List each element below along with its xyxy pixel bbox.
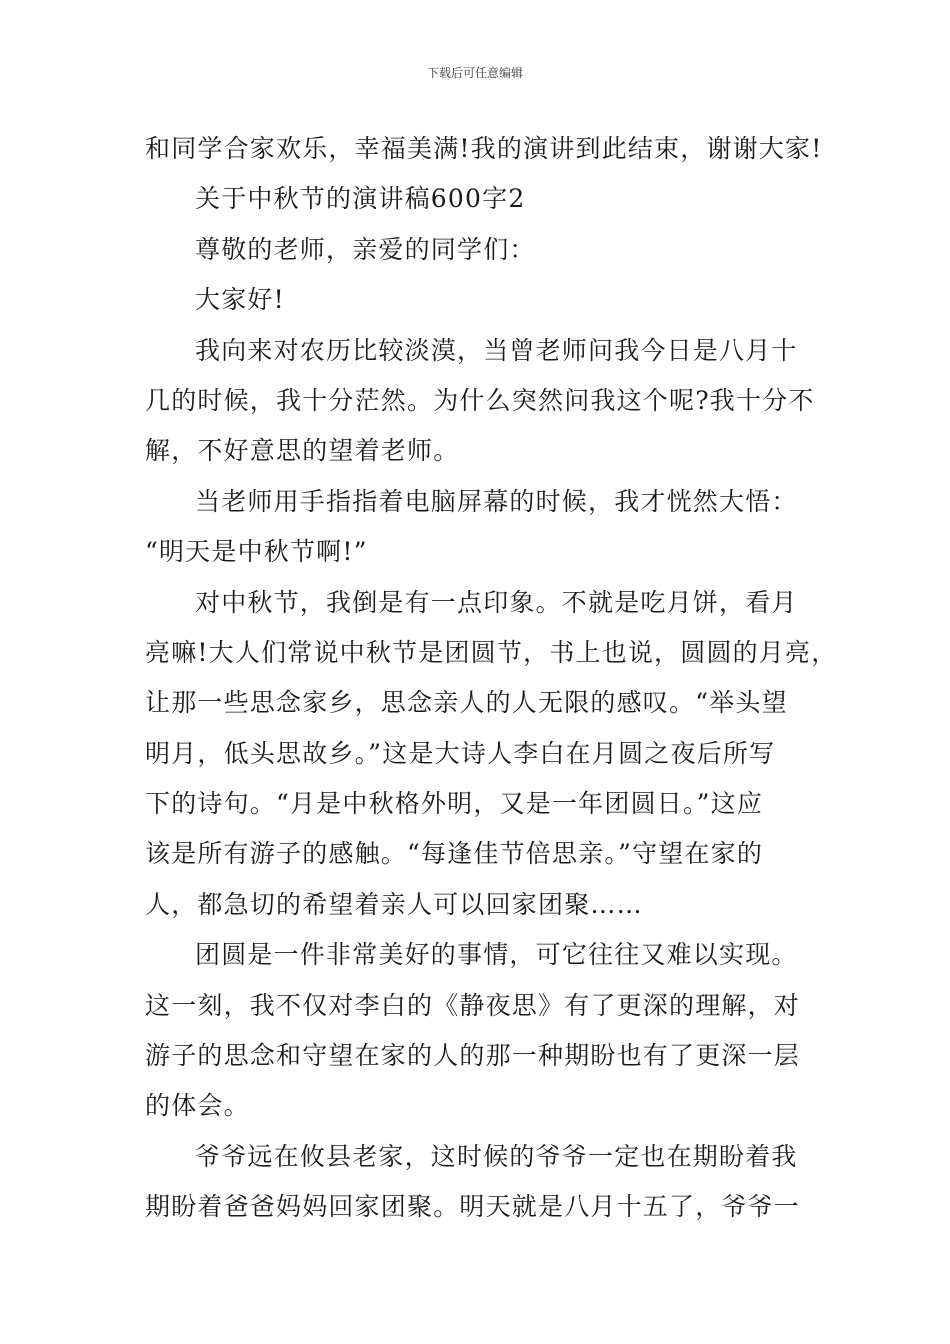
document-body — [145, 124, 838, 1233]
text-line: 当老师用手指指着电脑屏幕的时候，我才恍然大悟： — [195, 486, 798, 516]
text-line: 对中秋节，我倒是有一点印象。不就是吃月饼，看月 — [195, 587, 798, 617]
text-line: 我向来对农历比较淡漠，当曾老师问我今日是八月十 — [195, 335, 798, 365]
text-line: 让那一些思念家乡，思念亲人的人无限的感叹。“举头望 — [145, 688, 788, 718]
text-line: 游子的思念和守望在家的人的那一种期盼也有了更深一层 — [145, 1041, 801, 1071]
text-line: “明天是中秋节啊!” — [145, 537, 368, 567]
text-line: 明月，低头思故乡。”这是大诗人李白在月圆之夜后所写 — [145, 738, 776, 768]
text-line: 亮嘛!大人们常说中秋节是团圆节，书上也说，圆圆的月亮， — [145, 637, 838, 667]
salutation: 尊敬的老师，亲爱的同学们： — [195, 234, 536, 264]
text-line: 该是所有游子的感触。“每逢佳节倍思亲。”守望在家的 — [145, 839, 764, 869]
text-line: 几的时候，我十分茫然。为什么突然问我这个呢?我十分不 — [145, 385, 815, 415]
page-header: 下载后可任意编辑 — [426, 66, 523, 80]
text-line: 期盼着爸爸妈妈回家团聚。明天就是八月十五了，爷爷一 — [145, 1192, 801, 1222]
text-line: 的体会。 — [145, 1091, 250, 1121]
text-line: 团圆是一件非常美好的事情，可它往往又难以实现。 — [195, 940, 798, 970]
text-line: 爷爷远在攸县老家，这时候的爷爷一定也在期盼着我 — [195, 1141, 798, 1171]
greeting: 大家好! — [195, 285, 285, 315]
text-line: 这一刻，我不仅对李白的《静夜思》有了更深的理解，对 — [145, 990, 801, 1020]
text-line: 和同学合家欢乐，幸福美满!我的演讲到此结束，谢谢大家! — [145, 134, 823, 163]
section-heading: 关于中秋节的演讲稿600字2 — [195, 184, 526, 214]
text-line: 人，都急切的希望着亲人可以回家团聚…… — [145, 889, 643, 919]
text-line: 解，不好意思的望着老师。 — [145, 436, 460, 466]
text-line: 下的诗句。“月是中秋格外明，又是一年团圆日。”这应 — [145, 789, 764, 819]
